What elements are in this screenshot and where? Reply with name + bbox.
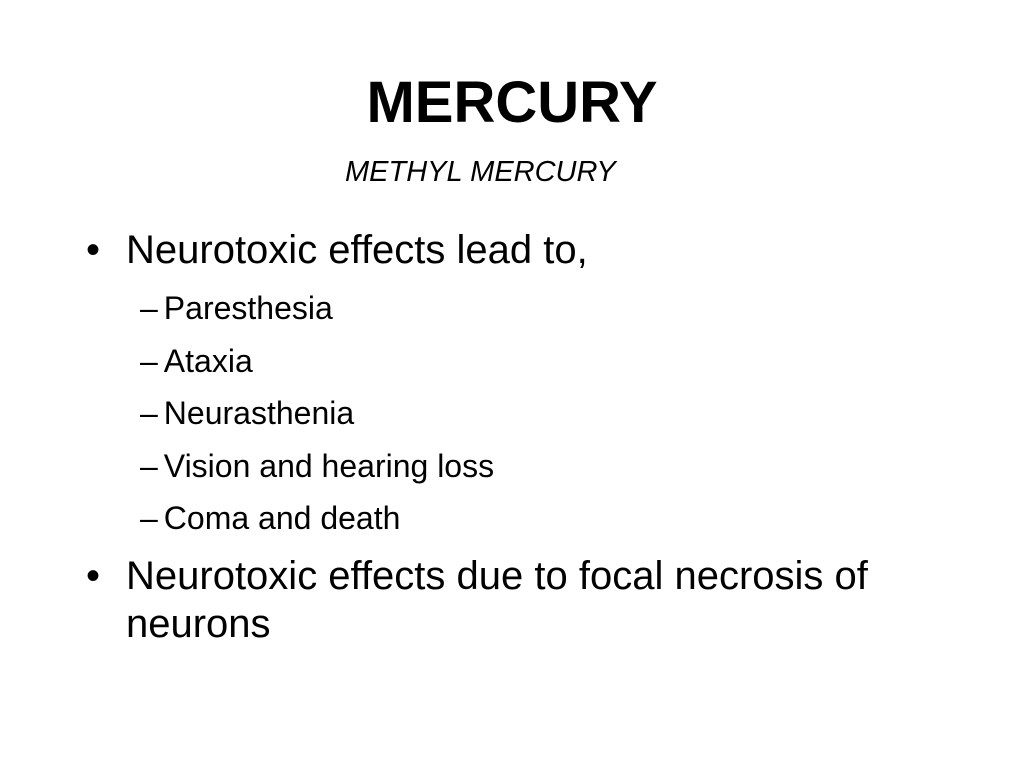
sub-bullet-marker: – xyxy=(140,343,158,379)
sub-bullet-text: Coma and death xyxy=(163,500,401,536)
slide-subtitle: METHYL MERCURY xyxy=(345,156,616,188)
sub-bullet-marker: – xyxy=(140,448,158,484)
sub-bullet-text: Vision and hearing loss xyxy=(163,448,495,484)
bullet-marker: • xyxy=(86,554,101,598)
bullet-marker: • xyxy=(86,228,101,272)
sub-bullet-item xyxy=(140,498,400,538)
sub-bullet-marker: – xyxy=(140,395,158,431)
sub-bullet-text: Neurasthenia xyxy=(163,395,355,431)
sub-bullet-text: Ataxia xyxy=(163,343,253,379)
sub-bullet-text: Paresthesia xyxy=(163,290,333,326)
bullet-item xyxy=(86,226,946,274)
sub-bullet-item xyxy=(140,446,494,486)
slide-title: MERCURY xyxy=(366,70,658,135)
sub-bullet-item xyxy=(140,341,253,381)
sub-bullet-marker: – xyxy=(140,500,158,536)
bullet-item xyxy=(86,552,946,648)
sub-bullet-item xyxy=(140,393,354,433)
sub-bullet-marker: – xyxy=(140,290,158,326)
sub-bullet-item xyxy=(140,288,333,328)
bullet-text: Neurotoxic effects due to focal necrosis of neurons xyxy=(126,554,868,646)
bullet-text: Neurotoxic effects lead to, xyxy=(126,228,588,272)
